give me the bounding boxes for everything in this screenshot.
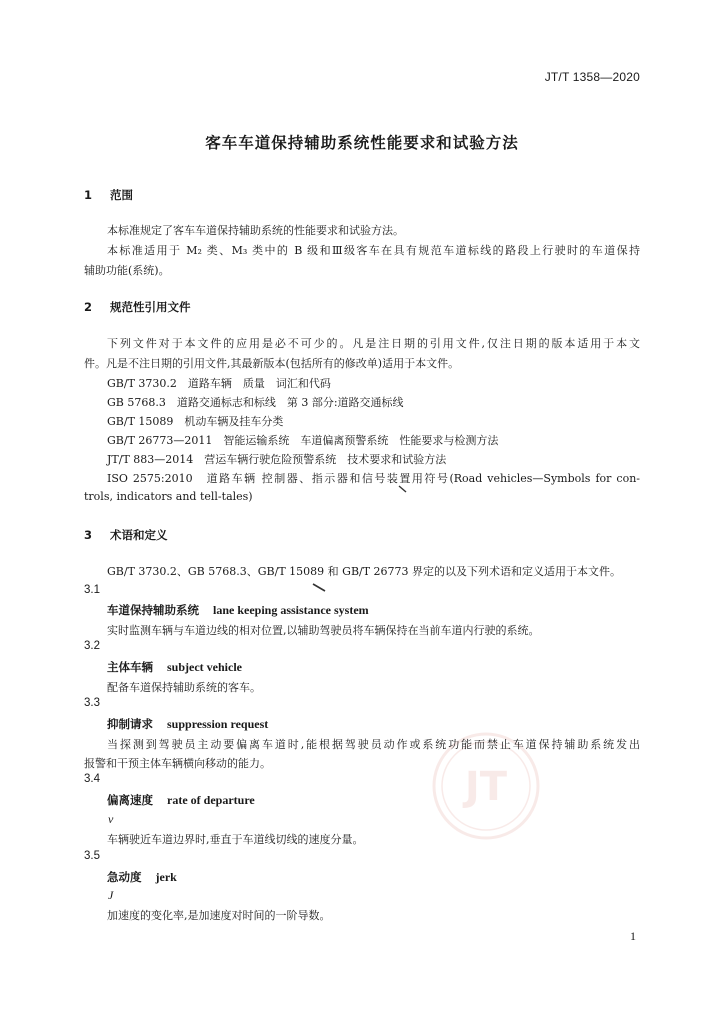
term-zh: 偏离速度 <box>107 793 153 807</box>
term-symbol: J <box>108 888 114 902</box>
paragraph-line: 本标准适用于 M₂ 类、M₃ 类中的 B 级和Ⅲ级客车在具有规范车道标线的路段上行驶时的车道保持 <box>107 244 640 257</box>
reference-item: GB/T 26773—2011 智能运输系统 车道偏离预警系统 性能要求与检测方法 <box>107 434 499 447</box>
term-en: suppression request <box>167 717 269 731</box>
term-definition: 车辆驶近车道边界时,垂直于车道线切线的速度分量。 <box>107 833 364 846</box>
document-title: 客车车道保持辅助系统性能要求和试验方法 <box>205 134 519 152</box>
paragraph: 本标准规定了客车车道保持辅助系统的性能要求和试验方法。 <box>107 224 404 237</box>
section-title: 规范性引用文件 <box>110 300 191 314</box>
reference-item: GB/T 3730.2 道路车辆 质量 词汇和代码 <box>107 377 331 390</box>
page-number: 1 <box>630 929 636 943</box>
term-zh: 抑制请求 <box>107 717 153 731</box>
svg-text:JT: JT <box>464 764 508 810</box>
standard-code: JT/T 1358—2020 <box>544 70 640 84</box>
scan-mark <box>312 582 328 594</box>
term-en: jerk <box>155 870 177 884</box>
section-number: 2 <box>84 300 93 314</box>
section-2-heading <box>84 299 191 315</box>
term-heading <box>107 659 242 675</box>
term-heading <box>107 602 369 618</box>
term-number: 3.5 <box>84 850 100 862</box>
scan-mark <box>398 484 408 494</box>
section-number: 3 <box>84 528 93 542</box>
section-3-heading <box>84 527 168 543</box>
paragraph: GB/T 3730.2、GB 5768.3、GB/T 15089 和 GB/T 26773 界定的以及下列术语和定义适用于本文件。 <box>107 565 622 578</box>
reference-item: JT/T 883—2014 营运车辆行驶危险预警系统 技术要求和试验方法 <box>107 453 447 466</box>
reference-item: GB 5768.3 道路交通标志和标线 第 3 部分:道路交通标线 <box>107 396 404 409</box>
term-definition: 配备车道保持辅助系统的客车。 <box>107 681 261 694</box>
reference-item: ISO 2575:2010 道路车辆 控制器、指示器和信号装置用符号(Road vehicles—Symbols for con- <box>107 472 640 485</box>
paragraph-line: 件。凡是不注日期的引用文件,其最新版本(包括所有的修改单)适用于本文件。 <box>84 357 460 370</box>
section-1-heading <box>84 187 133 203</box>
term-heading <box>107 716 268 732</box>
term-en: rate of departure <box>167 793 255 807</box>
term-zh: 车道保持辅助系统 <box>107 603 199 617</box>
term-number: 3.4 <box>84 773 100 785</box>
term-heading <box>107 869 177 885</box>
term-zh: 急动度 <box>107 870 142 884</box>
term-number: 3.2 <box>84 640 100 652</box>
term-definition: 加速度的变化率,是加速度对时间的一阶导数。 <box>107 909 331 922</box>
term-definition: 实时监测车辆与车道边线的相对位置,以辅助驾驶员将车辆保持在当前车道内行驶的系统。 <box>107 624 540 637</box>
term-zh: 主体车辆 <box>107 660 153 674</box>
paragraph-line: 下列文件对于本文件的应用是必不可少的。凡是注日期的引用文件,仅注日期的版本适用于本文 <box>107 337 640 350</box>
section-number: 1 <box>84 188 93 202</box>
term-en: subject vehicle <box>167 660 242 674</box>
section-title: 范围 <box>110 188 134 202</box>
term-en: lane keeping assistance system <box>213 603 369 617</box>
reference-item: GB/T 15089 机动车辆及挂车分类 <box>107 415 284 428</box>
term-number: 3.3 <box>84 697 100 709</box>
paragraph-line: 辅助功能(系统)。 <box>84 264 170 277</box>
term-definition: 当探测到驾驶员主动要偏离车道时,能根据驾驶员动作或系统功能而禁止车道保持辅助系统发出 <box>107 738 640 751</box>
section-title: 术语和定义 <box>110 528 168 542</box>
term-symbol: v <box>108 812 114 826</box>
term-heading <box>107 792 255 808</box>
term-number: 3.1 <box>84 584 100 596</box>
term-definition-continued: 报警和干预主体车辆横向移动的能力。 <box>84 757 271 770</box>
reference-item-continued: trols, indicators and tell-tales) <box>84 490 253 503</box>
